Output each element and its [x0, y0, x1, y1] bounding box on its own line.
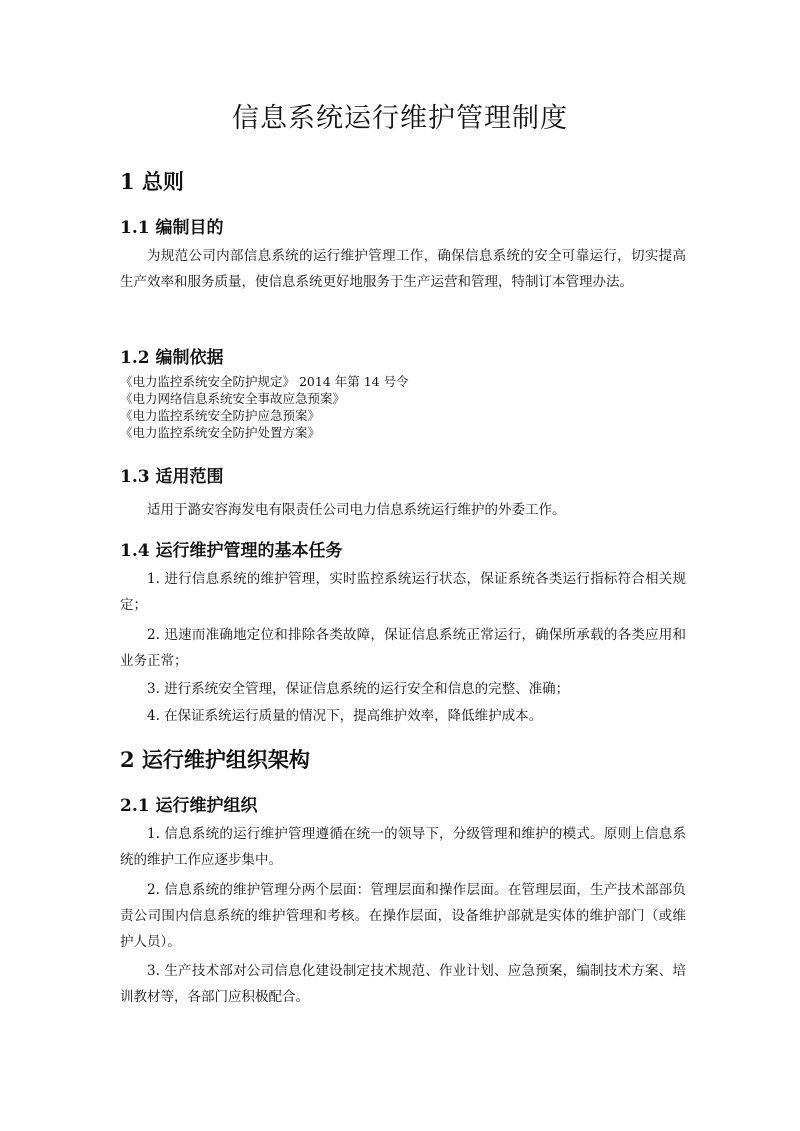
section-1-4-heading: 1.4 运行维护管理的基本任务 — [120, 541, 343, 561]
section-1-3-text: 适用于潞安容海发电有限责任公司电力信息系统运行维护的外委工作。 — [147, 502, 566, 518]
section-1-heading: 1 总则 — [120, 169, 184, 194]
org-item-3: 3. 生产技术部对公司信息化建设制定技术规范、作业计划、应急预案，编制技术方案、培训教材等，各部门应积极配合。 — [120, 963, 686, 1005]
reference-item: 《电力监控系统安全防护处置方案》 — [120, 425, 321, 440]
task-item-4: 4. 在保证系统运行质量的情况下，提高维护效率，降低维护成本。 — [147, 708, 543, 724]
reference-item: 《电力监控系统安全防护规定》 2014 年第 14 号令 — [120, 374, 409, 389]
section-2-heading: 2 运行维护组织架构 — [120, 747, 310, 772]
org-item-2: 2. 信息系统的维护管理分两个层面：管理层面和操作层面。在管理层面，生产技术部部负责公司围内信息系统的维护管理和考核。在操作层面，设备维护部就是实体的维护部门（或维护人员）。 — [120, 882, 686, 950]
reference-item: 《电力网络信息系统安全事故应急预案》 — [120, 391, 346, 406]
section-1-1-text: 为规范公司内部信息系统的运行维护管理工作，确保信息系统的安全可靠运行，切实提高生产效率和服务质量，使信息系统更好地服务于生产运营和管理，特制订本管理办法。 — [120, 248, 686, 290]
section-1-3-heading: 1.3 适用范围 — [120, 467, 224, 487]
task-item-1: 1. 进行信息系统的维护管理，实时监控系统运行状态，保证系统各类运行指标符合相关规定； — [120, 571, 686, 613]
task-item-3: 3. 进行系统安全管理，保证信息系统的运行安全和信息的完整、准确； — [147, 681, 570, 697]
reference-item: 《电力监控系统安全防护应急预案》 — [120, 408, 321, 423]
section-1-1-heading: 1.1 编制目的 — [120, 218, 224, 238]
section-2-1-heading: 2.1 运行维护组织 — [120, 796, 258, 816]
document-title: 信息系统运行维护管理制度 — [232, 103, 568, 134]
reference-list — [120, 373, 409, 441]
task-item-2: 2. 迅速而准确地定位和排除各类故障，保证信息系统正常运行，确保所承载的各类应用和业务正常； — [120, 627, 686, 669]
section-1-2-heading: 1.2 编制依据 — [120, 348, 224, 368]
org-item-1: 1. 信息系统的运行维护管理遵循在统一的领导下，分级管理和维护的模式。原则上信息系统的维护工作应逐步集中。 — [120, 826, 686, 868]
